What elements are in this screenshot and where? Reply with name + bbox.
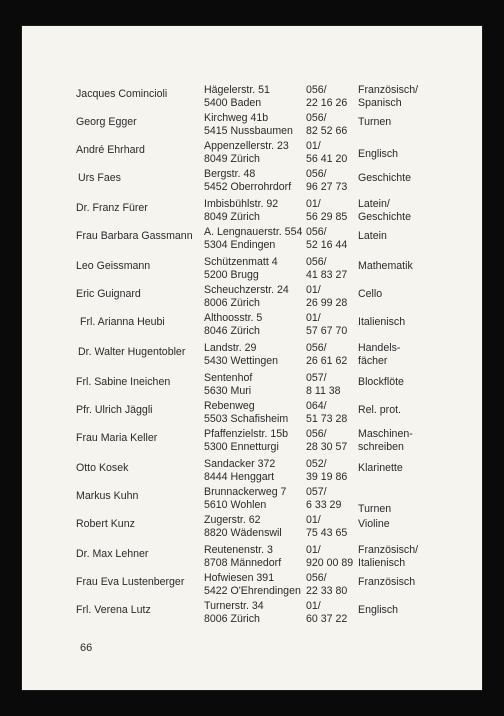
directory-row	[22, 226, 482, 254]
address	[204, 572, 301, 598]
postal-city: 5610 Wohlen	[204, 499, 267, 511]
street: Brunnackerweg 7	[204, 486, 287, 498]
area-code: 056/	[306, 256, 327, 268]
address	[204, 342, 278, 368]
subject-line: schreiben	[358, 441, 404, 453]
address	[204, 284, 289, 310]
postal-city: 8708 Männedorf	[204, 557, 282, 569]
subject	[358, 288, 382, 301]
subject	[358, 148, 398, 161]
phone	[306, 572, 347, 598]
phone	[306, 112, 347, 138]
subject-line: Französisch	[358, 576, 416, 588]
area-code: 064/	[306, 400, 327, 412]
address	[204, 256, 278, 282]
postal-city: 5430 Wettingen	[204, 355, 279, 367]
teacher-name: Frl. Sabine Ineichen	[76, 376, 171, 388]
phone-number: 96 27 73	[306, 181, 348, 193]
phone	[306, 84, 347, 110]
area-code: 056/	[306, 342, 327, 354]
phone	[306, 544, 353, 570]
phone	[306, 400, 347, 426]
phone	[306, 312, 347, 338]
subject	[358, 490, 391, 516]
teacher-name: Frau Maria Keller	[76, 432, 158, 444]
phone	[306, 284, 347, 310]
subject-line: Italienisch	[358, 557, 406, 569]
phone	[306, 600, 347, 626]
address	[204, 226, 302, 252]
phone-number: 920 00 89	[306, 557, 354, 569]
teacher-name: Leo Geissmann	[76, 260, 151, 272]
area-code: 056/	[306, 428, 327, 440]
address	[204, 486, 286, 512]
street: Rebenweg	[204, 400, 255, 412]
teacher-name: André Ehrhard	[76, 144, 145, 156]
address	[204, 198, 278, 224]
document-page	[22, 26, 482, 690]
street: Hofwiesen 391	[204, 572, 275, 584]
teacher-name: Dr. Walter Hugentobler	[78, 346, 186, 358]
phone-number: 60 37 22	[306, 613, 348, 625]
directory-row	[22, 458, 482, 486]
subject-line: Mathematik	[358, 260, 413, 272]
subject-line: Handels-	[358, 342, 401, 354]
subject-line: Turnen	[358, 503, 392, 515]
address	[204, 458, 275, 484]
phone-number: 28 30 57	[306, 441, 348, 453]
teacher-name: Markus Kuhn	[76, 490, 139, 502]
subject	[358, 404, 401, 417]
subject	[358, 576, 415, 589]
subject	[358, 116, 391, 129]
phone	[306, 140, 347, 166]
directory-row	[22, 372, 482, 400]
address	[204, 400, 288, 426]
address	[204, 112, 293, 138]
street: Pfaffenzielstr. 15b	[204, 428, 289, 440]
directory-row	[22, 198, 482, 226]
subject-line: Englisch	[358, 148, 399, 160]
area-code: 056/	[306, 168, 327, 180]
phone	[306, 226, 347, 252]
phone	[306, 372, 341, 398]
directory-row	[22, 572, 482, 600]
teacher-name: Jacques Comincioli	[76, 88, 168, 100]
teacher-name: Otto Kosek	[76, 462, 129, 474]
street: Appenzellerstr. 23	[204, 140, 289, 152]
teacher-name: Pfr. Ulrich Jäggli	[76, 404, 153, 416]
page-number: 66	[80, 642, 93, 654]
address	[204, 600, 264, 626]
phone-number: 41 83 27	[306, 269, 348, 281]
phone-number: 52 16 44	[306, 239, 348, 251]
subject-line: Maschinen-	[358, 428, 413, 440]
street: Althoosstr. 5	[204, 312, 263, 324]
phone	[306, 342, 347, 368]
phone-number: 22 16 26	[306, 97, 348, 109]
subject-line: Blockflöte	[358, 376, 404, 388]
phone	[306, 486, 341, 512]
subject	[358, 84, 418, 110]
subject-line: Latein	[358, 230, 387, 242]
phone-number: 26 99 28	[306, 297, 348, 309]
area-code: 056/	[306, 84, 327, 96]
phone-number: 56 41 20	[306, 153, 348, 165]
street: Scheuchzerstr. 24	[204, 284, 289, 296]
postal-city: 5630 Muri	[204, 385, 252, 397]
directory-row	[22, 428, 482, 456]
area-code: 056/	[306, 572, 327, 584]
directory-row	[22, 112, 482, 140]
postal-city: 5415 Nussbaumen	[204, 125, 293, 137]
postal-city: 8006 Zürich	[204, 297, 260, 309]
address	[204, 428, 288, 454]
area-code: 057/	[306, 486, 327, 498]
subject-line: Cello	[358, 288, 383, 300]
directory-row	[22, 140, 482, 168]
postal-city: 5200 Brugg	[204, 269, 259, 281]
subject-line: Violine	[358, 518, 390, 530]
address	[204, 312, 262, 338]
area-code: 01/	[306, 600, 321, 612]
street: Schützenmatt 4	[204, 256, 278, 268]
phone-number: 26 61 62	[306, 355, 348, 367]
postal-city: 5300 Ennetturgi	[204, 441, 279, 453]
area-code: 01/	[306, 140, 321, 152]
directory-row	[22, 168, 482, 196]
phone-number: 56 29 85	[306, 211, 348, 223]
phone	[306, 168, 347, 194]
subject-line: Turnen	[358, 116, 392, 128]
street: Kirchweg 41b	[204, 112, 269, 124]
phone	[306, 458, 347, 484]
teacher-name: Dr. Franz Fürer	[76, 202, 148, 214]
area-code: 01/	[306, 284, 321, 296]
directory-row	[22, 84, 482, 112]
postal-city: 5304 Endingen	[204, 239, 276, 251]
postal-city: 8049 Zürich	[204, 153, 260, 165]
directory-row	[22, 486, 482, 514]
directory-row	[22, 312, 482, 340]
street: A. Lengnauerstr. 554	[204, 226, 303, 238]
subject-line: fächer	[358, 355, 388, 367]
subject	[358, 316, 405, 329]
teacher-name: Frl. Arianna Heubi	[80, 316, 165, 328]
phone	[306, 256, 347, 282]
area-code: 056/	[306, 226, 327, 238]
subject-line: Spanisch	[358, 97, 402, 109]
postal-city: 8046 Zürich	[204, 325, 260, 337]
phone	[306, 514, 347, 540]
subject	[358, 376, 404, 389]
street: Sentenhof	[204, 372, 253, 384]
phone-number: 6 33 29	[306, 499, 342, 511]
phone-number: 8 11 38	[306, 385, 341, 397]
postal-city: 8049 Zürich	[204, 211, 260, 223]
subject-line: Französisch/	[358, 84, 419, 96]
directory-row	[22, 342, 482, 370]
street: Landstr. 29	[204, 342, 257, 354]
directory-row	[22, 600, 482, 628]
subject-line: Geschichte	[358, 211, 411, 223]
area-code: 056/	[306, 112, 327, 124]
street: Imbisbühlstr. 92	[204, 198, 279, 210]
subject	[358, 342, 400, 368]
phone-number: 75 43 65	[306, 527, 348, 539]
directory-row	[22, 514, 482, 542]
teacher-name: Frau Eva Lustenberger	[76, 576, 185, 588]
address	[204, 514, 282, 540]
street: Zugerstr. 62	[204, 514, 261, 526]
postal-city: 5452 Oberrohrdorf	[204, 181, 292, 193]
teacher-name: Georg Egger	[76, 116, 137, 128]
teacher-name: Robert Kunz	[76, 518, 135, 530]
teacher-name: Frau Barbara Gassmann	[76, 230, 193, 242]
subject	[358, 260, 413, 273]
phone	[306, 198, 347, 224]
subject	[358, 172, 411, 185]
phone-number: 51 73 28	[306, 413, 348, 425]
street: Sandacker 372	[204, 458, 276, 470]
subject	[358, 462, 403, 475]
street: Turnerstr. 34	[204, 600, 264, 612]
teacher-name: Urs Faes	[78, 172, 121, 184]
postal-city: 5422 O'Ehrendingen	[204, 585, 301, 597]
subject-line: Latein/	[358, 198, 390, 210]
address	[204, 372, 252, 398]
area-code: 057/	[306, 372, 327, 384]
street: Bergstr. 48	[204, 168, 256, 180]
area-code: 01/	[306, 198, 321, 210]
subject-line: Rel. prot.	[358, 404, 401, 416]
subject-line: Französisch/	[358, 544, 419, 556]
subject	[358, 428, 413, 454]
phone-number: 22 33 80	[306, 585, 348, 597]
subject-line: Geschichte	[358, 172, 411, 184]
postal-city: 8006 Zürich	[204, 613, 260, 625]
area-code: 01/	[306, 514, 321, 526]
subject-line: Englisch	[358, 604, 399, 616]
subject	[358, 604, 398, 617]
postal-city: 5503 Schafisheim	[204, 413, 289, 425]
directory-row	[22, 284, 482, 312]
directory-row	[22, 400, 482, 428]
area-code: 01/	[306, 544, 321, 556]
postal-city: 8820 Wädenswil	[204, 527, 282, 539]
area-code: 01/	[306, 312, 321, 324]
address	[204, 140, 289, 166]
postal-city: 5400 Baden	[204, 97, 262, 109]
address	[204, 544, 281, 570]
teacher-name: Eric Guignard	[76, 288, 141, 300]
subject	[358, 198, 411, 224]
address	[204, 84, 270, 110]
subject	[358, 544, 418, 570]
subject	[358, 518, 390, 531]
subject-line: Klarinette	[358, 462, 403, 474]
subject-line: Italienisch	[358, 316, 406, 328]
subject-line	[358, 490, 391, 503]
directory-row	[22, 256, 482, 284]
phone-number: 39 19 86	[306, 471, 348, 483]
postal-city: 8444 Henggart	[204, 471, 275, 483]
street: Hägelerstr. 51	[204, 84, 270, 96]
street: Reutenenstr. 3	[204, 544, 273, 556]
teacher-name: Dr. Max Lehner	[76, 548, 149, 560]
area-code: 052/	[306, 458, 327, 470]
phone-number: 57 67 70	[306, 325, 348, 337]
phone	[306, 428, 347, 454]
phone-number: 82 52 66	[306, 125, 348, 137]
teacher-name: Frl. Verena Lutz	[76, 604, 151, 616]
subject	[358, 230, 387, 243]
directory-row	[22, 544, 482, 572]
address	[204, 168, 291, 194]
